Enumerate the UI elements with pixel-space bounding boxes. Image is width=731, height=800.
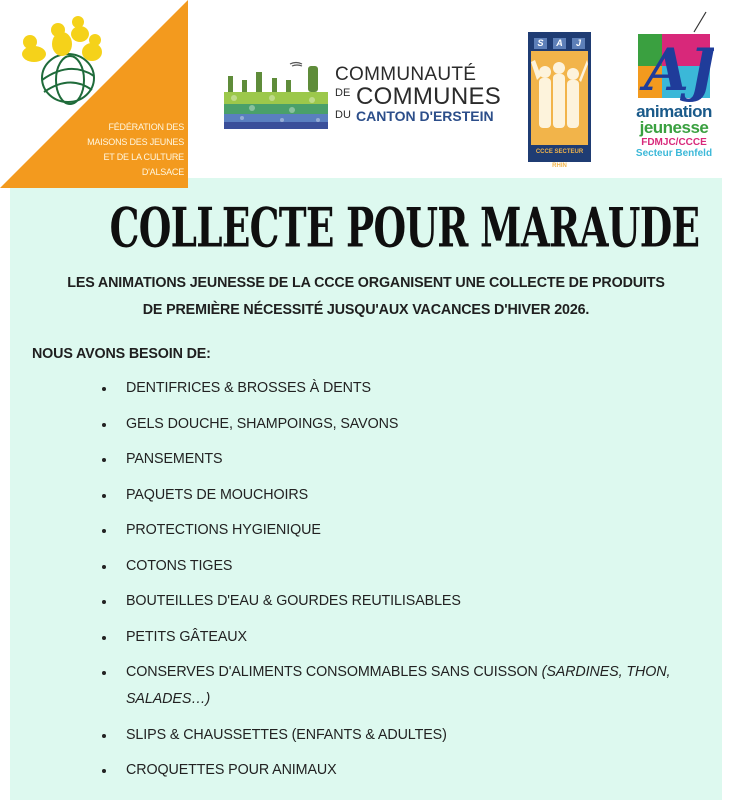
fdmjc-line: MAISONS DES JEUNES	[87, 137, 184, 147]
item-text: PANSEMENTS	[126, 451, 223, 467]
item-text: SLIPS & CHAUSSETTES (ENFANTS & ADULTES)	[126, 726, 447, 743]
aj-logo	[634, 10, 714, 168]
fdmjc-line: ET DE LA CULTURE	[103, 152, 184, 162]
list-item	[100, 411, 710, 438]
saj-subtitle: CCCE SECTEUR RHIN	[531, 145, 588, 159]
bullet-icon	[102, 387, 106, 391]
bullet-icon	[102, 734, 106, 738]
aj-line2: jeunesse	[639, 118, 709, 137]
item-text: PAQUETS DE MOUCHOIRS	[126, 486, 309, 503]
saj-letter: J	[572, 38, 585, 49]
saj-logo	[528, 32, 591, 169]
ccce-line2: COMMUNES	[356, 83, 502, 110]
intro-text	[10, 270, 722, 324]
ccce-line3: CANTON D'ERSTEIN	[356, 108, 494, 124]
ccce-landscape-icon	[222, 58, 332, 133]
bullet-icon	[102, 600, 106, 604]
saj-letter: S	[534, 38, 547, 49]
item-text: PROTECTIONS HYGIENIQUE	[126, 522, 321, 538]
item-text: DENTIFRICES & BROSSES À DENTS	[126, 380, 371, 396]
list-item	[100, 659, 710, 713]
ccce-line1: COMMUNAUTÉ	[335, 64, 477, 85]
saj-people-icon	[531, 54, 588, 142]
item-text: CROQUETTES POUR ANIMAUX	[126, 762, 337, 778]
ccce-du: DU	[335, 109, 351, 121]
aj-line4: Secteur Benfeld	[635, 148, 713, 159]
bullet-icon	[102, 636, 106, 640]
bullet-icon	[102, 769, 106, 773]
list-item	[100, 375, 710, 402]
aj-emblem-icon	[634, 10, 714, 104]
page-title: COLLECTE POUR MARAUDE	[109, 196, 700, 261]
item-text: CONSERVES D'ALIMENTS CONSOMMABLES SANS CUISSON	[126, 664, 542, 680]
intro-line-2: DE PREMIÈRE NÉCESSITÉ JUSQU'AUX VACANCES D'HIVER 2026.	[142, 302, 590, 318]
item-text: BOUTEILLES D'EAU & GOURDES REUTILISABLES	[126, 593, 461, 609]
svg-text:AJ: AJ	[644, 36, 714, 104]
bullet-icon	[102, 565, 106, 569]
list-item	[100, 553, 710, 580]
list-item	[100, 757, 710, 784]
bullet-icon	[102, 423, 106, 427]
fdmjc-name	[64, 120, 184, 180]
fdmjc-logo	[0, 0, 192, 190]
bullet-icon	[102, 458, 106, 462]
item-text: GELS DOUCHE, SHAMPOINGS, SAVONS	[126, 415, 399, 432]
list-item	[100, 588, 710, 615]
item-italic-note: (SARDINES, THON, SALADES…)	[126, 664, 671, 707]
fdmjc-line: D'ALSACE	[141, 167, 184, 177]
item-text: COTONS TIGES	[126, 557, 233, 574]
aj-line1: animation	[636, 102, 712, 121]
ccce-logo	[222, 58, 504, 133]
list-item	[100, 482, 710, 509]
needs-list	[100, 375, 710, 793]
item-text: PETITS GÂTEAUX	[126, 628, 247, 645]
list-item	[100, 517, 710, 544]
list-item	[100, 446, 710, 473]
needs-heading: NOUS AVONS BESOIN DE:	[32, 346, 211, 362]
ccce-de: DE	[335, 87, 351, 99]
bullet-icon	[102, 529, 106, 533]
list-item	[100, 624, 710, 651]
list-item	[100, 722, 710, 749]
bullet-icon	[102, 494, 106, 498]
fdmjc-line: FÉDÉRATION DES	[108, 122, 184, 132]
aj-line3: FDMJC/CCCE	[641, 137, 707, 148]
bullet-icon	[102, 671, 106, 675]
intro-line-1: LES ANIMATIONS JEUNESSE DE LA CCCE ORGANISENT UNE COLLECTE DE PRODUITS	[67, 275, 665, 291]
saj-letters	[531, 35, 588, 51]
saj-letter: A	[553, 38, 566, 49]
